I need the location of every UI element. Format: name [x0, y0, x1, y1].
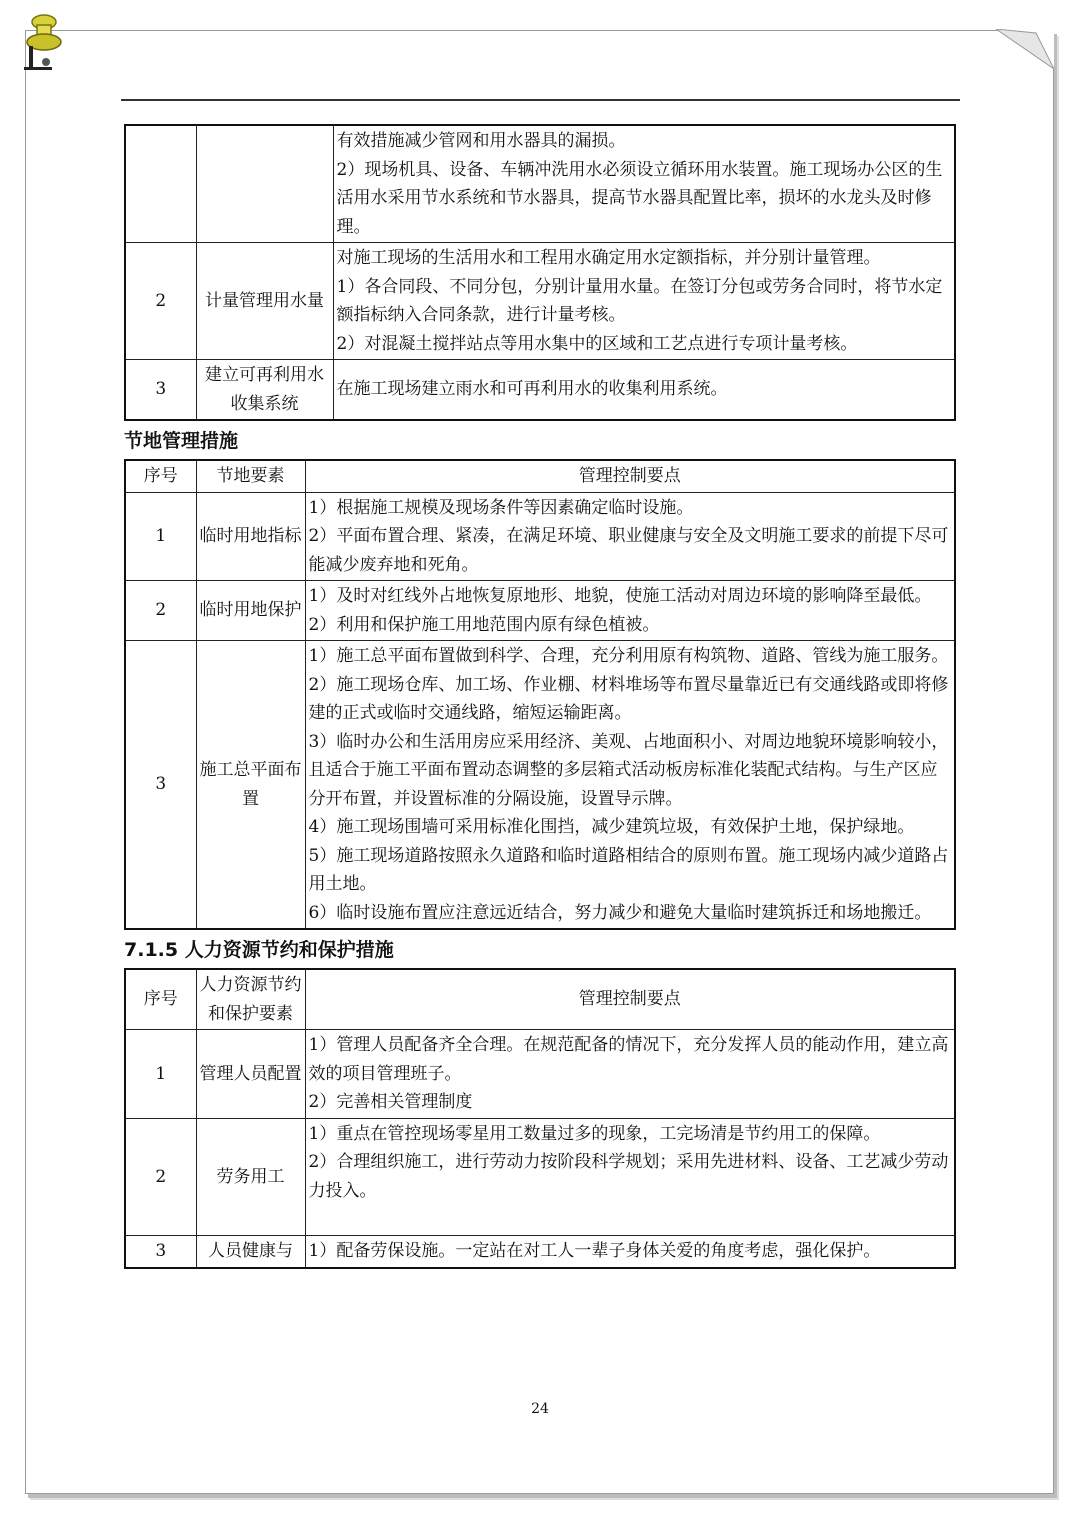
- table-header-row: [125, 969, 955, 1030]
- row-number: 1: [125, 492, 196, 581]
- row-number: 3: [125, 641, 196, 930]
- land-saving-table: [124, 459, 956, 930]
- row-points: 1）配备劳保设施。一定站在对工人一辈子身体关爱的角度考虑，强化保护。: [305, 1236, 955, 1268]
- row-points: 有效措施减少管网和用水器具的漏损。 2）现场机具、设备、车辆冲洗用水必须设立循环用水装置。施工现场办公区的生活用水采用节水系统和节水器具，提高节水器具配置比率，损坏的水龙头及时修理。: [333, 125, 955, 243]
- row-item: 临时用地指标: [196, 492, 305, 581]
- row-points: 1）施工总平面布置做到科学、合理，充分利用原有构筑物、道路、管线为施工服务。 2）施工现场仓库、加工场、作业棚、材料堆场等布置尽量靠近已有交通线路或即将修建的正式或临时交通线路，缩短运输距离。 3）临时办公和生活用房应采用经济、美观、占地面积小、对周边地貌环境影响较小，且适合于施工平面布置动态调整的多层箱式活动板房标准化装配式结构。与生产区应分开布置，并设置标准的分隔设施，设置导示牌。 4）施工现场围墙可采用标准化围挡，减少建筑垃圾，有效保护土地，保护绿地。 5）施工现场道路按照永久道路和临时道路相结合的原则布置。施工现场内减少道路占用土地。 6）临时设施布置应注意远近结合，努力减少和避免大量临时建筑拆迁和场地搬迁。: [305, 641, 955, 930]
- pushpin-icon: [22, 12, 68, 72]
- hr-saving-table: [124, 968, 956, 1269]
- table-row: [125, 641, 955, 930]
- row-points: 1）及时对红线外占地恢复原地形、地貌，使施工活动对周边环境的影响降至最低。 2）利用和保护施工用地范围内原有绿色植被。: [305, 581, 955, 641]
- row-points: 1）根据施工规模及现场条件等因素确定临时设施。 2）平面布置合理、紧凑，在满足环境、职业健康与安全及文明施工要求的前提下尽可能减少废弃地和死角。: [305, 492, 955, 581]
- row-item: 临时用地保护: [196, 581, 305, 641]
- header-points: 管理控制要点: [305, 460, 955, 492]
- table-row: [125, 360, 955, 421]
- row-points: 1）管理人员配备齐全合理。在规范配备的情况下，充分发挥人员的能动作用，建立高效的项目管理班子。 2）完善相关管理制度: [305, 1030, 955, 1119]
- page-content: [124, 124, 956, 1269]
- row-points: 1）重点在管控现场零星用工数量过多的现象，工完场清是节约用工的保障。 2）合理组织施工，进行劳动力按阶段科学规划；采用先进材料、设备、工艺减少劳动力投入。: [305, 1118, 955, 1236]
- row-number: 2: [125, 581, 196, 641]
- header-item: 人力资源节约和保护要素: [196, 969, 305, 1030]
- table-row: [125, 1118, 955, 1236]
- row-item: 施工总平面布置: [196, 641, 305, 930]
- table-row: [125, 581, 955, 641]
- row-item: 管理人员配置: [196, 1030, 305, 1119]
- row-number: [125, 125, 196, 243]
- header-points: 管理控制要点: [305, 969, 955, 1030]
- row-number: 1: [125, 1030, 196, 1119]
- table-header-row: [125, 460, 955, 492]
- page-number: 24: [531, 1401, 549, 1417]
- row-item: 人员健康与: [196, 1236, 305, 1268]
- row-number: 2: [125, 1118, 196, 1236]
- row-item: 建立可再利用水收集系统: [196, 360, 333, 421]
- header-rule: [121, 99, 960, 101]
- header-number: 序号: [125, 460, 196, 492]
- row-number: 3: [125, 1236, 196, 1268]
- row-points: 在施工现场建立雨水和可再利用水的收集利用系统。: [333, 360, 955, 421]
- row-item: 劳务用工: [196, 1118, 305, 1236]
- page-curl-icon: [996, 29, 1054, 69]
- table-row: [125, 492, 955, 581]
- section-title-land: 节地管理措施: [124, 430, 239, 452]
- row-number: 3: [125, 360, 196, 421]
- row-points: 对施工现场的生活用水和工程用水确定用水定额指标，并分别计量管理。 1）各合同段、不同分包，分别计量用水量。在签订分包或劳务合同时，将节水定额指标纳入合同条款，进行计量考核。 2）对混凝土搅拌站点等用水集中的区域和工艺点进行专项计量考核。: [333, 243, 955, 360]
- header-number: 序号: [125, 969, 196, 1030]
- header-item: 节地要素: [196, 460, 305, 492]
- table-row: [125, 1236, 955, 1268]
- row-item: 计量管理用水量: [196, 243, 333, 360]
- row-item: [196, 125, 333, 243]
- table-row: [125, 1030, 955, 1119]
- table-row: [125, 243, 955, 360]
- section-title-hr: 7.1.5 人力资源节约和保护措施: [124, 939, 394, 961]
- table-row: [125, 125, 955, 243]
- row-number: 2: [125, 243, 196, 360]
- water-saving-table: [124, 124, 956, 421]
